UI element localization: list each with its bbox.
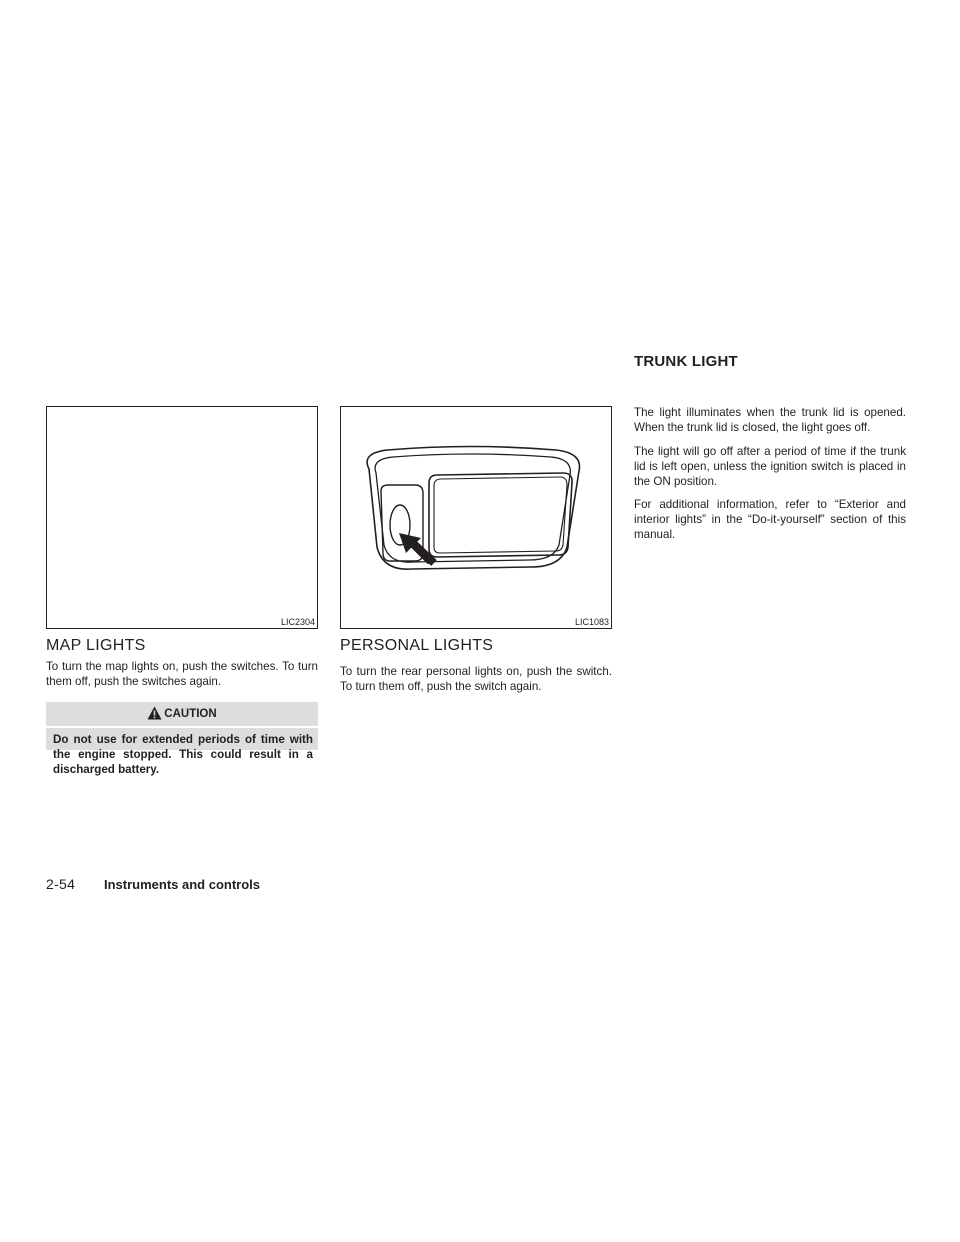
map-lights-title: MAP LIGHTS bbox=[46, 637, 146, 654]
caution-text: Do not use for extended periods of time with the engine stopped. This could result in a discharged battery. bbox=[53, 733, 313, 776]
trunk-light-paragraph-1: The light illuminates when the trunk lid is opened. When the trunk lid is closed, the light goes off. bbox=[634, 406, 906, 434]
warning-icon bbox=[147, 706, 162, 720]
figure-code: LIC1083 bbox=[574, 617, 609, 627]
figure-map-lights bbox=[46, 406, 318, 629]
personal-lights-body: To turn the rear personal lights on, push the switch. To turn them off, push the switch again. bbox=[340, 665, 612, 693]
personal-light-illustration bbox=[341, 407, 611, 628]
personal-lights-title: PERSONAL LIGHTS bbox=[340, 637, 494, 654]
page-number: 2-54 bbox=[46, 876, 76, 892]
caution-divider bbox=[46, 726, 318, 728]
caution-box bbox=[46, 702, 318, 776]
figure-personal-lights bbox=[340, 406, 612, 629]
trunk-light-paragraph-2: The light will go off after a period of time if the trunk lid is left open, unless the ignition switch is placed in the ON position. bbox=[634, 445, 906, 488]
figure-code: LIC2304 bbox=[280, 617, 315, 627]
caution-heading bbox=[46, 704, 318, 724]
trunk-light-title: TRUNK LIGHT bbox=[634, 353, 738, 370]
map-lights-body: To turn the map lights on, push the switches. To turn them off, push the switches again. bbox=[46, 660, 318, 688]
trunk-light-paragraph-3: For additional information, refer to “Exterior and interior lights” in the “Do-it-yourself” section of this manual. bbox=[634, 498, 906, 541]
footer-section-title: Instruments and controls bbox=[104, 877, 261, 892]
caution-label: CAUTION bbox=[164, 708, 217, 720]
